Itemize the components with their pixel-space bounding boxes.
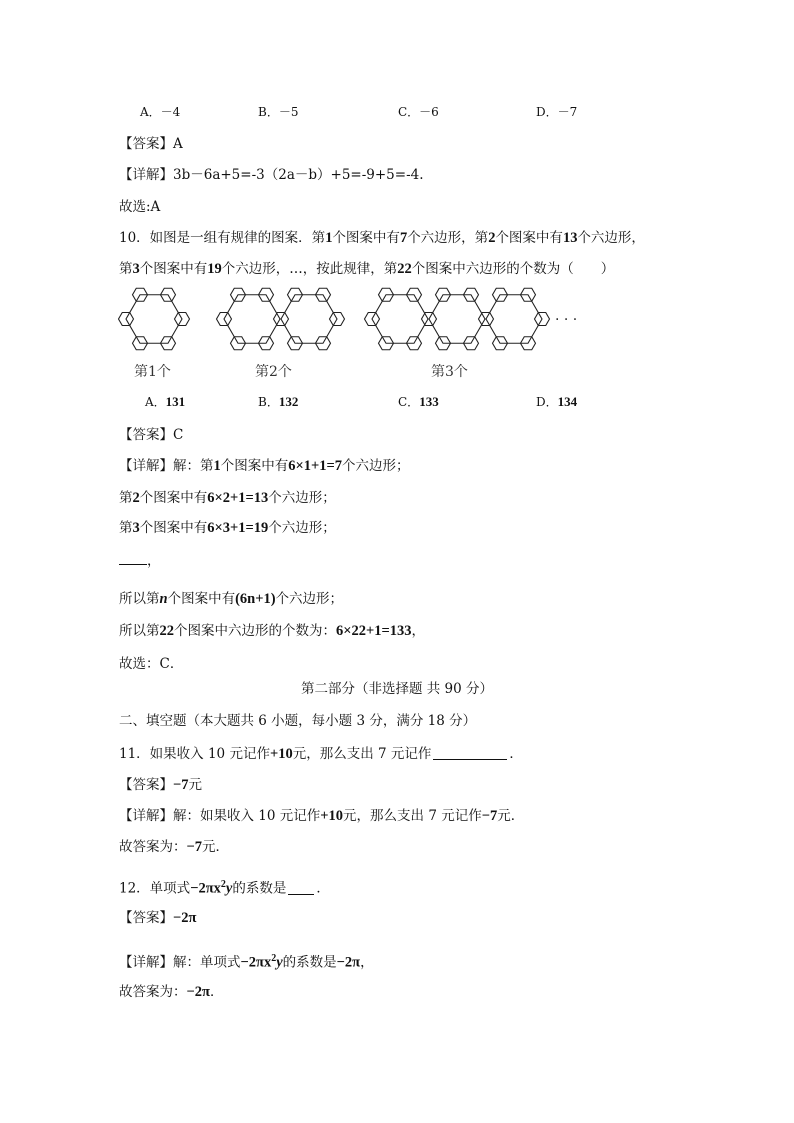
text: ． [316, 880, 330, 897]
q9-option-a: A．－4 [140, 105, 181, 119]
detail-tag: 【详解】 [119, 808, 173, 824]
q12-detail [119, 949, 374, 973]
math: 7 [399, 230, 408, 246]
math: 3 [132, 261, 140, 277]
text: 的系数是 [282, 954, 337, 971]
text: 个六边形， [577, 230, 645, 246]
q9-option-c: C．－6 [398, 105, 439, 119]
text: 元 [188, 777, 203, 793]
text: 个图案中有 [139, 261, 208, 277]
text: 解：第 [173, 458, 214, 474]
text: 个图案中六边形的个数为（ ） [411, 261, 615, 277]
math: −2π [186, 984, 210, 1000]
q11-stem [119, 744, 523, 764]
math: 19 [207, 261, 222, 277]
math: −2πx [190, 880, 221, 897]
text: 个图案中有 [332, 230, 400, 246]
text: 所以第 [119, 591, 160, 607]
math: y [276, 954, 283, 971]
q9-detail [119, 165, 424, 185]
text: 个图案中有 [139, 520, 208, 536]
math: 6×2+1=13 [207, 490, 269, 506]
option-letter: A． [145, 395, 166, 409]
text: 11．如果收入 10 元记作 [119, 746, 270, 762]
option-letter: D． [536, 395, 558, 409]
text: 12．单项式 [119, 880, 191, 897]
detail-tag: 【详解】 [119, 458, 173, 474]
text: 个六边形； [342, 458, 410, 474]
detail-tag: 【详解】 [119, 167, 173, 183]
text: ， [360, 954, 374, 971]
text: 解：如果收入 10 元记作 [173, 808, 321, 824]
ellipsis-dash [119, 554, 147, 565]
math: +10 [320, 808, 344, 824]
math: −2π [336, 954, 361, 971]
math: −7 [173, 777, 189, 793]
text: 个图案中六边形的个数为： [174, 623, 336, 639]
q10-stem-line2 [119, 259, 614, 279]
math: 13 [562, 230, 578, 246]
answer-blank[interactable] [433, 745, 507, 760]
answer-tag: 【答案】 [119, 136, 173, 152]
math: 22 [159, 623, 174, 639]
text: 个图案中有 [220, 458, 289, 474]
answer-tag: 【答案】 [119, 777, 173, 793]
q9-answer [119, 134, 183, 154]
math: +10 [269, 746, 293, 762]
text: 个六边形，…，按此规律，第 [221, 261, 398, 277]
text: ， [147, 553, 161, 569]
figure-ellipsis: · · · [555, 312, 578, 328]
math-superscript: 2 [220, 879, 226, 890]
q12-conclusion [119, 982, 223, 1002]
figure-label-1: 第1个 [134, 364, 171, 380]
math: 2 [132, 490, 140, 506]
q10-detail-line1 [119, 456, 410, 476]
text: 个六边形，第 [407, 230, 489, 246]
q10-detail-line6 [119, 621, 425, 641]
big-hexagon [429, 295, 485, 344]
q9-option-d: D．－7 [536, 105, 578, 119]
text: 个图案中有 [139, 490, 208, 506]
math: 1 [213, 458, 221, 474]
detail-text: 3b－6a+5=-3（2a－b）+5=-9+5=-4. [173, 167, 424, 183]
figure-label-2: 第2个 [255, 364, 292, 380]
math: −7 [186, 839, 203, 855]
answer-value: A [173, 136, 183, 152]
detail-tag: 【详解】 [119, 954, 173, 971]
answer-value: C [173, 427, 184, 443]
text: 个六边形； [275, 591, 344, 607]
math: n [159, 591, 168, 607]
math: 2 [488, 230, 496, 246]
answer-tag: 【答案】 [119, 910, 173, 926]
q11-answer [119, 775, 202, 795]
text: 第 [119, 261, 133, 277]
text: 所以第 [119, 623, 160, 639]
math: (6n+1) [235, 591, 276, 607]
option-value: 134 [557, 394, 578, 409]
text: 元，那么支出 7 元记作 [343, 808, 482, 824]
q10-option-a [145, 393, 185, 411]
hexagon-pattern-figure [118, 286, 598, 356]
text: 元，那么支出 7 元记作 [292, 746, 432, 762]
q12-stem [119, 875, 330, 899]
section-two-title: 二、填空题（本大题共 6 小题，每小题 3 分，满分 18 分） [119, 713, 477, 729]
big-hexagon [224, 295, 280, 344]
text: 元． [497, 808, 525, 824]
q10-detail-line4 [119, 551, 161, 571]
figure-label-3: 第3个 [431, 364, 468, 380]
q10-option-b [258, 393, 298, 411]
q10-detail-line5 [119, 589, 343, 609]
text: 个图案中有 [167, 591, 236, 607]
q10-option-c [398, 393, 439, 411]
math: −2π [173, 910, 197, 926]
math: 6×1+1=7 [288, 458, 343, 474]
text: 解：单项式 [173, 954, 241, 971]
q10-option-d [536, 393, 577, 411]
text: 元． [202, 839, 230, 855]
q10-conclusion: 故选：C． [119, 656, 184, 672]
q10-stem-line1 [119, 228, 645, 248]
q11-detail [119, 806, 524, 826]
big-hexagon [372, 295, 428, 344]
text: ， [411, 623, 426, 639]
text: 个图案中有 [495, 230, 563, 246]
big-hexagon [126, 295, 182, 344]
option-value: 133 [419, 394, 439, 409]
math: 6×3+1=19 [207, 520, 269, 536]
answer-blank[interactable] [288, 880, 314, 895]
math: 6×22+1=133 [336, 623, 412, 639]
text: 10．如图是一组有规律的图案．第 [119, 230, 326, 246]
option-value: 131 [165, 394, 186, 409]
math: 3 [132, 520, 140, 536]
part-two-title: 第二部分（非选择题 共 90 分） [300, 681, 494, 697]
q11-conclusion [119, 837, 229, 857]
text: 的系数是 [232, 880, 287, 897]
q9-option-b: B．－5 [258, 105, 299, 119]
q10-detail-line2 [119, 488, 336, 508]
text: 第 [119, 520, 133, 536]
math-superscript: 2 [271, 953, 277, 964]
q10-answer [119, 425, 183, 445]
math: y [225, 880, 233, 897]
q9-conclusion: 故选:A [119, 199, 161, 215]
text: 故答案为： [119, 984, 187, 1000]
math: −2πx [240, 954, 272, 971]
math: 22 [397, 261, 412, 277]
big-hexagon [486, 295, 542, 344]
text: 故答案为： [119, 839, 187, 855]
math: 1 [325, 230, 333, 246]
answer-tag: 【答案】 [119, 427, 173, 443]
text: 个六边形； [268, 490, 336, 506]
text: 个六边形； [268, 520, 336, 536]
big-hexagon [281, 295, 337, 344]
option-letter: B． [258, 395, 279, 409]
text: 第 [119, 490, 133, 506]
q10-detail-line3 [119, 518, 336, 538]
option-letter: C． [398, 395, 420, 409]
text: ． [509, 746, 523, 762]
math: −7 [481, 808, 498, 824]
option-value: 132 [278, 394, 299, 409]
text: ． [209, 984, 224, 1000]
q12-answer [119, 908, 196, 928]
